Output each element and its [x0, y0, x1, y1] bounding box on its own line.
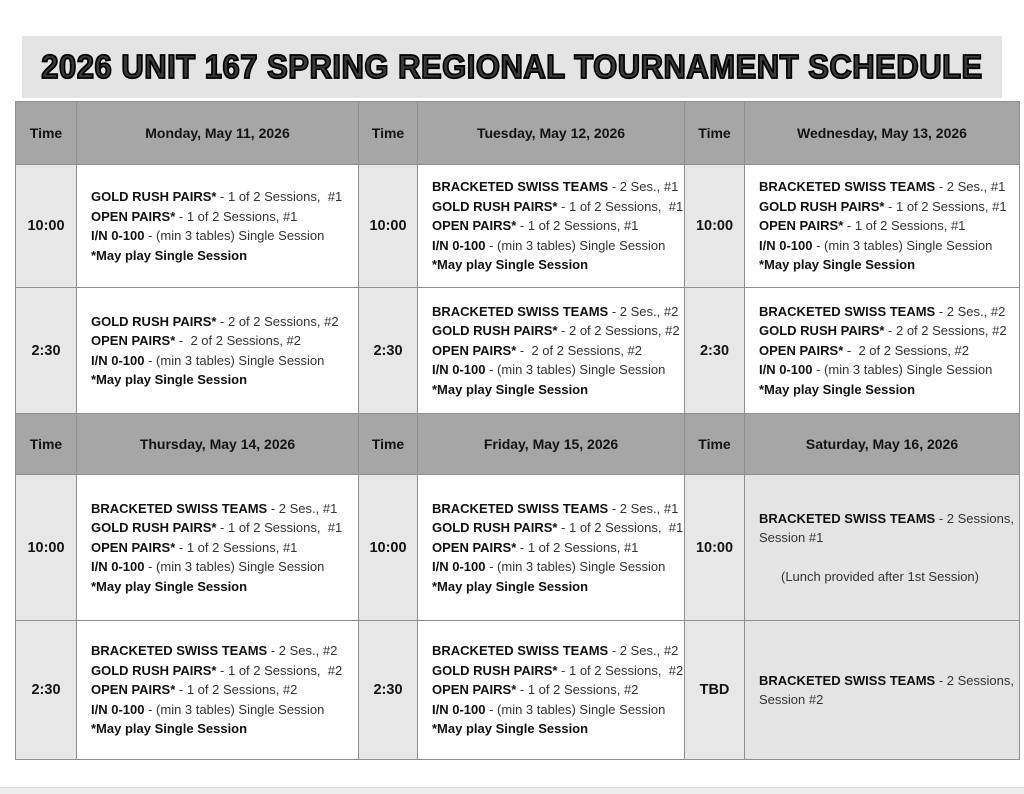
event-details: - 2 of 2 Sessions, #2 [516, 342, 643, 358]
event-name: BRACKETED SWISS TEAMS [759, 179, 936, 195]
event-line [759, 341, 1015, 361]
event-line [759, 177, 1015, 197]
event-name: *May play Single Session [432, 257, 589, 273]
event-line [432, 177, 680, 197]
day-header-wednesday: Wednesday, May 13, 2026 [745, 102, 1019, 164]
event-details: - 2 of 2 Sessions, #2 [884, 323, 1007, 339]
event-line [91, 641, 354, 661]
event-details: - 2 Ses., #2 [608, 643, 679, 659]
time-cell-tuesday-230: 2:30 [359, 288, 417, 413]
event-cell-wednesday-230 [745, 288, 1019, 413]
event-line [91, 331, 354, 351]
event-line [759, 255, 1015, 275]
event-details: - 2 Ses., #2 [935, 303, 1006, 319]
event-details: - 2 Sessions, [935, 510, 1014, 526]
event-name: GOLD RUSH PAIRS* [432, 323, 558, 339]
event-line [91, 187, 354, 207]
event-details: - 1 of 2 Sessions, #2 [557, 662, 684, 678]
event-line [432, 236, 680, 256]
event-name: OPEN PAIRS* [91, 333, 176, 348]
event-line [759, 380, 1015, 400]
time-column-header-wednesday: Time [685, 102, 744, 164]
event-line [432, 719, 680, 739]
time-cell-monday-230: 2:30 [16, 288, 76, 413]
event-cell-tuesday-230 [418, 288, 684, 413]
event-line [432, 577, 680, 597]
event-name: BRACKETED SWISS TEAMS [759, 510, 936, 526]
event-details: - (min 3 tables) Single Session [485, 559, 666, 575]
event-name: *May play Single Session [91, 247, 248, 263]
event-line [91, 518, 354, 538]
event-line [759, 528, 1015, 548]
time-column-header-monday: Time [16, 102, 76, 164]
event-details: - 2 Ses., #1 [608, 179, 679, 195]
event-cell-friday-1000 [418, 475, 684, 620]
event-line [759, 567, 1015, 587]
event-name: I/N 0-100 [759, 237, 813, 253]
event-line [91, 351, 354, 371]
event-line [432, 321, 680, 341]
event-line [432, 538, 680, 558]
event-line [759, 509, 1015, 529]
event-name: *May play Single Session [759, 257, 916, 273]
event-details: - (min 3 tables) Single Session [812, 362, 993, 378]
event-line [432, 557, 680, 577]
event-line [91, 719, 354, 739]
event-name: OPEN PAIRS* [432, 682, 517, 698]
event-name: OPEN PAIRS* [432, 342, 517, 358]
event-line [432, 680, 680, 700]
time-cell-thursday-230: 2:30 [16, 621, 76, 759]
event-name: *May play Single Session [91, 578, 248, 594]
event-line [432, 216, 680, 236]
event-name: BRACKETED SWISS TEAMS [432, 500, 609, 516]
event-cell-tuesday-1000 [418, 165, 684, 287]
event-details: - 2 Ses., #1 [608, 500, 679, 516]
event-line [91, 246, 354, 266]
event-name: I/N 0-100 [432, 237, 486, 253]
event-cell-monday-230 [77, 288, 358, 413]
event-line [91, 661, 354, 681]
event-name: GOLD RUSH PAIRS* [91, 520, 217, 536]
event-cell-friday-230 [418, 621, 684, 759]
event-name: I/N 0-100 [759, 362, 813, 378]
event-name: GOLD RUSH PAIRS* [759, 323, 885, 339]
event-name: GOLD RUSH PAIRS* [91, 313, 217, 329]
event-details: - 1 of 2 Sessions, #1 [216, 189, 343, 204]
time-cell-wednesday-1000: 10:00 [685, 165, 744, 287]
event-details: - 1 of 2 Sessions, #1 [175, 539, 298, 555]
event-details: - 2 of 2 Sessions, #2 [557, 323, 680, 339]
event-details: - 2 of 2 Sessions, #2 [216, 313, 339, 329]
page-title: 2026 UNIT 167 SPRING REGIONAL TOURNAMENT SCHEDULE [41, 47, 983, 86]
event-details: - 1 of 2 Sessions, #1 [516, 218, 639, 234]
event-line [759, 216, 1015, 236]
event-line [91, 370, 354, 390]
event-name: OPEN PAIRS* [432, 218, 517, 234]
time-cell-thursday-1000: 10:00 [16, 475, 76, 620]
time-cell-tuesday-1000: 10:00 [359, 165, 417, 287]
event-details: - 2 Ses., #1 [267, 500, 338, 516]
event-name: GOLD RUSH PAIRS* [759, 198, 885, 214]
event-line [91, 577, 354, 597]
event-details: - 2 Ses., #2 [267, 643, 338, 659]
event-line [432, 302, 680, 322]
event-details: - 1 of 2 Sessions, #2 [516, 682, 639, 698]
event-name: BRACKETED SWISS TEAMS [432, 303, 609, 319]
event-line [91, 680, 354, 700]
event-details: - (min 3 tables) Single Session [144, 559, 325, 575]
event-name: BRACKETED SWISS TEAMS [91, 643, 268, 659]
event-line [91, 207, 354, 227]
event-line [91, 557, 354, 577]
time-cell-monday-1000: 10:00 [16, 165, 76, 287]
event-name: OPEN PAIRS* [759, 218, 844, 234]
event-details: - 1 of 2 Sessions, #1 [216, 520, 343, 536]
event-details: - 2 of 2 Sessions, #2 [175, 333, 302, 348]
event-name: I/N 0-100 [432, 362, 486, 378]
event-name: I/N 0-100 [432, 559, 486, 575]
event-cell-thursday-1000 [77, 475, 358, 620]
event-name: BRACKETED SWISS TEAMS [759, 303, 936, 319]
event-name: *May play Single Session [91, 721, 248, 737]
event-line [91, 700, 354, 720]
day-header-tuesday: Tuesday, May 12, 2026 [418, 102, 684, 164]
event-line [432, 360, 680, 380]
event-name: I/N 0-100 [432, 701, 486, 717]
event-cell-saturday-1000 [745, 475, 1019, 620]
event-name: OPEN PAIRS* [91, 682, 176, 698]
schedule-table [15, 101, 1020, 760]
event-line [91, 312, 354, 332]
event-name: BRACKETED SWISS TEAMS [432, 643, 609, 659]
event-name: OPEN PAIRS* [759, 342, 844, 358]
event-details: - 2 Sessions, [935, 672, 1014, 688]
event-details: (Lunch provided after 1st Session) [781, 568, 979, 584]
event-name: GOLD RUSH PAIRS* [432, 520, 558, 536]
title-band [22, 36, 1002, 98]
time-cell-friday-1000: 10:00 [359, 475, 417, 620]
time-column-header-thursday: Time [16, 414, 76, 474]
time-column-header-tuesday: Time [359, 102, 417, 164]
event-name: *May play Single Session [432, 578, 589, 594]
event-line [759, 321, 1015, 341]
time-cell-saturday-tbd: TBD [685, 621, 744, 759]
event-details: - (min 3 tables) Single Session [144, 228, 325, 243]
event-name: OPEN PAIRS* [91, 539, 176, 555]
time-cell-friday-230: 2:30 [359, 621, 417, 759]
event-details: - 1 of 2 Sessions, #1 [557, 520, 684, 536]
event-details: - (min 3 tables) Single Session [485, 701, 666, 717]
event-name: BRACKETED SWISS TEAMS [91, 500, 268, 516]
event-name: *May play Single Session [759, 381, 916, 397]
event-cell-wednesday-1000 [745, 165, 1019, 287]
event-name: I/N 0-100 [91, 701, 145, 717]
event-line [432, 661, 684, 681]
event-details: - 2 Ses., #1 [935, 179, 1006, 195]
event-line [432, 197, 684, 217]
event-line [432, 641, 680, 661]
event-cell-monday-1000 [77, 165, 358, 287]
event-name: OPEN PAIRS* [91, 208, 176, 224]
time-column-header-friday: Time [359, 414, 417, 474]
event-details: - (min 3 tables) Single Session [144, 352, 325, 368]
event-details: - 1 of 2 Sessions, #2 [216, 662, 343, 678]
day-header-thursday: Thursday, May 14, 2026 [77, 414, 358, 474]
event-line [759, 690, 1015, 710]
event-details: - (min 3 tables) Single Session [812, 237, 993, 253]
event-line [91, 226, 354, 246]
day-header-monday: Monday, May 11, 2026 [77, 102, 358, 164]
event-name: *May play Single Session [91, 372, 248, 387]
event-name: GOLD RUSH PAIRS* [432, 198, 558, 214]
event-details: Session #2 [759, 692, 824, 707]
event-details: - (min 3 tables) Single Session [485, 362, 666, 378]
event-line [91, 499, 354, 519]
event-line [759, 671, 1015, 691]
event-details: - 2 Ses., #2 [608, 303, 679, 319]
event-name: BRACKETED SWISS TEAMS [759, 672, 936, 688]
event-line [91, 538, 354, 558]
event-details: - 1 of 2 Sessions, #1 [557, 198, 684, 214]
event-name: GOLD RUSH PAIRS* [91, 189, 217, 204]
event-details: - (min 3 tables) Single Session [485, 237, 666, 253]
event-name: OPEN PAIRS* [432, 539, 517, 555]
time-cell-saturday-1000: 10:00 [685, 475, 744, 620]
event-line [432, 255, 680, 275]
event-details: Session #1 [759, 530, 824, 546]
time-cell-wednesday-230: 2:30 [685, 288, 744, 413]
event-line [759, 197, 1015, 217]
event-name: *May play Single Session [432, 381, 589, 397]
event-cell-thursday-230 [77, 621, 358, 759]
time-column-header-saturday: Time [685, 414, 744, 474]
event-line [432, 499, 680, 519]
event-line [432, 341, 680, 361]
day-header-saturday: Saturday, May 16, 2026 [745, 414, 1019, 474]
event-cell-saturday-tbd [745, 621, 1019, 759]
event-line [432, 700, 680, 720]
event-details: - 1 of 2 Sessions, #1 [884, 198, 1007, 214]
event-name: *May play Single Session [432, 721, 589, 737]
event-name: I/N 0-100 [91, 228, 145, 243]
event-line [432, 518, 684, 538]
event-name: I/N 0-100 [91, 352, 145, 368]
event-name: I/N 0-100 [91, 559, 145, 575]
event-details: - 1 of 2 Sessions, #2 [175, 682, 298, 698]
event-details: - 2 of 2 Sessions, #2 [843, 342, 970, 358]
event-details: - 1 of 2 Sessions, #1 [516, 539, 639, 555]
event-name: BRACKETED SWISS TEAMS [432, 179, 609, 195]
event-details: - 1 of 2 Sessions, #1 [175, 208, 298, 224]
event-name: GOLD RUSH PAIRS* [91, 662, 217, 678]
event-line [759, 360, 1015, 380]
day-header-friday: Friday, May 15, 2026 [418, 414, 684, 474]
event-name: GOLD RUSH PAIRS* [432, 662, 558, 678]
event-details: - (min 3 tables) Single Session [144, 701, 325, 717]
event-line [759, 302, 1015, 322]
event-line [759, 236, 1015, 256]
event-line [432, 380, 680, 400]
event-details: - 1 of 2 Sessions, #1 [843, 218, 966, 234]
